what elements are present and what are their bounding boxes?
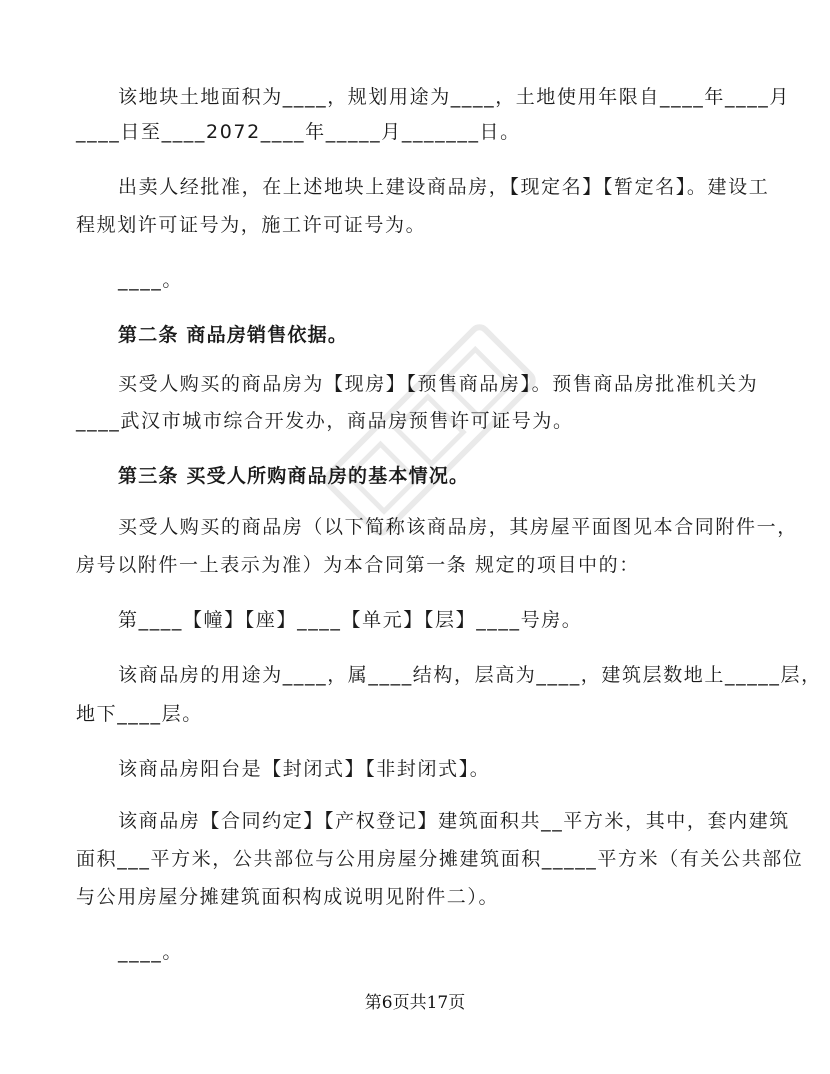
section-heading-article-3: 第三条 买受人所购商品房的基本情况。 — [118, 465, 470, 487]
page-indicator: 第6页共17页 — [364, 993, 466, 1013]
section-heading-article-2: 第二条 商品房销售依据。 — [118, 324, 349, 346]
doc-line-14: 地下____层。 — [76, 703, 203, 725]
doc-line-7: 买受人购买的商品房为【现房】【预售商品房】。预售商品房批准机关为 — [118, 373, 759, 395]
doc-line-12: 第____【幢】【座】____【单元】【层】____号房。 — [118, 609, 583, 631]
doc-line-15: 该商品房阳台是【封闭式】【非封闭式】。 — [118, 758, 491, 780]
doc-line-13: 该商品房的用途为____，属____结构，层高为____，建筑层数地上_____层， — [118, 664, 822, 686]
doc-line-18: 与公用房屋分摊建筑面积构成说明见附件二）。 — [76, 886, 500, 908]
doc-line-3: 出卖人经批准，在上述地块上建设商品房，【现定名】【暂定名】。建设工 — [118, 176, 770, 198]
doc-line-4: 程规划许可证号为，施工许可证号为。 — [76, 214, 427, 236]
doc-line-11: 房号以附件一上表示为准）为本合同第一条 规定的项目中的： — [76, 554, 640, 576]
doc-line-8: ____武汉市城市综合开发办，商品房预售许可证号为。 — [76, 410, 574, 432]
doc-line-5: ____。 — [118, 269, 184, 291]
doc-line-10: 买受人购买的商品房（以下简称该商品房，其房屋平面图见本合同附件一， — [118, 516, 798, 538]
doc-line-19: ____。 — [118, 941, 184, 963]
doc-line-2: ____日至____2072____年_____月_______日。 — [76, 121, 521, 143]
doc-line-17: 面积___平方米，公共部位与公用房屋分摊建筑面积_____平方米（有关公共部位 — [76, 848, 804, 870]
doc-line-1: 该地块土地面积为____，规划用途为____，土地使用年限自____年____月 — [118, 86, 791, 108]
doc-line-16: 该商品房【合同约定】【产权登记】建筑面积共__平方米，其中，套内建筑 — [118, 810, 790, 832]
